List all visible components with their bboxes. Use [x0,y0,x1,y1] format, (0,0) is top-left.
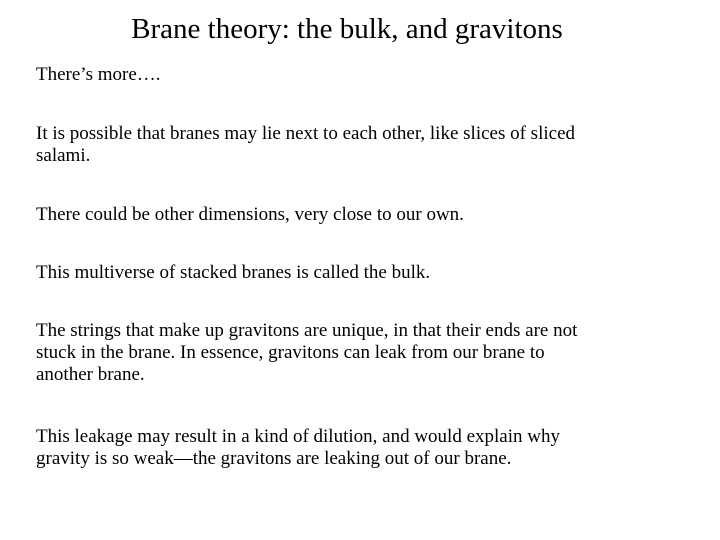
paragraph-leakage: This leakage may result in a kind of dilution, and would explain why gravity is so weak—the gravitons are leaking out of our brane. [36,426,560,469]
paragraph-branes-slices: It is possible that branes may lie next to each other, like slices of sliced salami. [36,123,576,166]
paragraph-other-dimensions: There could be other dimensions, very close to our own. [36,204,464,225]
paragraph-bulk: This multiverse of stacked branes is called the bulk. [36,262,431,283]
paragraph-intro: There’s more…. [36,64,161,85]
paragraph-gravitons: The strings that make up gravitons are unique, in that their ends are not stuck in the brane. In essence, gravitons can leak from our brane to another brane. [36,320,578,385]
slide-title: Brane theory: the bulk, and gravitons [131,13,563,45]
